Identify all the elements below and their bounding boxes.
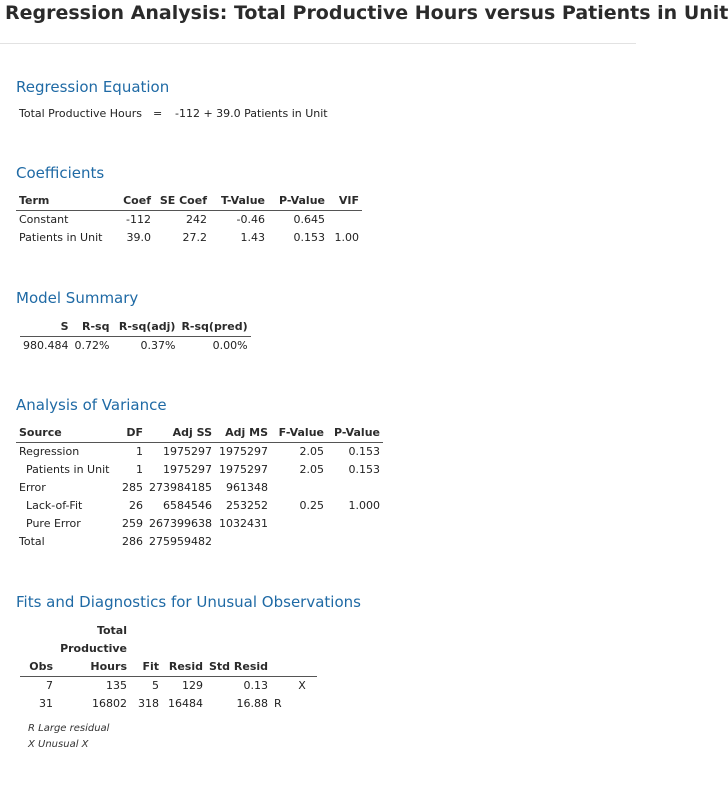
table-row — [16, 479, 383, 497]
cell — [215, 533, 271, 551]
title-divider — [0, 43, 636, 44]
cell: 135 — [106, 679, 127, 692]
cell: 27.2 — [182, 231, 207, 244]
col-p-value: P-Value — [268, 192, 328, 211]
cell: 0.153 — [348, 445, 380, 458]
table-row — [16, 443, 383, 462]
cell — [271, 515, 327, 533]
cell: 1.00 — [334, 231, 359, 244]
regression-equation-heading: Regression Equation — [16, 78, 170, 96]
table-header-row — [16, 424, 383, 443]
col-t-value: T-Value — [210, 192, 268, 211]
cell: 0.37% — [140, 339, 176, 352]
cell: 285 — [122, 481, 143, 494]
cell: 16802 — [92, 697, 127, 710]
cell: Regression — [19, 445, 80, 458]
cell: 1032431 — [219, 517, 268, 530]
anova-table — [16, 424, 383, 551]
table-row — [16, 515, 383, 533]
cell: -0.46 — [236, 213, 265, 226]
cell — [328, 211, 362, 230]
cell: -112 — [126, 213, 151, 226]
cell: 1.000 — [348, 499, 380, 512]
cell: 2.05 — [299, 445, 324, 458]
equation-response: Total Productive Hours — [19, 107, 143, 120]
cell: 0.72% — [74, 339, 110, 352]
col-resid: Resid — [162, 658, 206, 677]
cell: X — [298, 679, 306, 692]
cell: 5 — [152, 679, 159, 692]
table-row — [16, 533, 383, 551]
cell: 267399638 — [149, 517, 212, 530]
cell — [271, 479, 327, 497]
col-obs: Obs — [20, 658, 56, 677]
cell: 129 — [182, 679, 203, 692]
table-row — [20, 695, 317, 713]
table-row — [16, 461, 383, 479]
col-se-coef: SE Coef — [154, 192, 210, 211]
table-row — [20, 677, 317, 696]
cell: 26 — [129, 499, 143, 512]
cell: 1 — [136, 445, 143, 458]
cell: Pure Error — [26, 517, 81, 530]
col-hours: Hours — [56, 658, 130, 677]
cell: 1 — [136, 463, 143, 476]
cell — [271, 677, 287, 696]
cell: Constant — [19, 213, 69, 226]
cell: 275959482 — [149, 535, 212, 548]
cell: 0.153 — [293, 231, 325, 244]
col-vif: VIF — [328, 192, 362, 211]
cell: 6584546 — [163, 499, 212, 512]
cell: Patients in Unit — [26, 463, 110, 476]
col-coef: Coef — [114, 192, 154, 211]
cell: 242 — [186, 213, 207, 226]
cell: 980.484 — [23, 339, 69, 352]
cell: 2.05 — [299, 463, 324, 476]
table-row — [16, 229, 362, 247]
unusual-observations-table — [20, 622, 317, 713]
col-r-sq-adj: R-sq(adj) — [112, 318, 178, 337]
cell: Lack-of-Fit — [26, 499, 83, 512]
footnote-unusual-x: X Unusual X — [28, 739, 89, 750]
cell: 1975297 — [219, 445, 268, 458]
cell: 1975297 — [163, 445, 212, 458]
table-header-row — [20, 658, 317, 677]
cell: 16484 — [168, 697, 203, 710]
cell: 0.153 — [348, 463, 380, 476]
col-total: Total — [96, 624, 127, 637]
cell: 259 — [122, 517, 143, 530]
table-row — [16, 497, 383, 515]
col-df: DF — [116, 424, 146, 443]
cell: 961348 — [226, 481, 268, 494]
coefficients-heading: Coefficients — [16, 164, 105, 182]
table-header-row — [20, 640, 317, 658]
anova-heading: Analysis of Variance — [16, 396, 167, 414]
cell: R — [274, 697, 282, 710]
cell: Patients in Unit — [19, 231, 103, 244]
cell: 31 — [39, 697, 53, 710]
table-header-row — [20, 318, 251, 337]
cell: 1975297 — [219, 463, 268, 476]
col-adj-ss: Adj SS — [146, 424, 215, 443]
cell: Total — [19, 535, 45, 548]
col-adj-ms: Adj MS — [215, 424, 271, 443]
cell: 1975297 — [163, 463, 212, 476]
cell: 7 — [46, 679, 53, 692]
col-r-sq-pred: R-sq(pred) — [178, 318, 250, 337]
col-source: Source — [16, 424, 116, 443]
cell: 286 — [122, 535, 143, 548]
cell — [287, 695, 317, 713]
col-term: Term — [16, 192, 114, 211]
cell: 0.25 — [299, 499, 324, 512]
table-header-row — [16, 192, 362, 211]
cell: 318 — [138, 697, 159, 710]
table-header-row — [20, 622, 317, 640]
cell — [271, 533, 327, 551]
coefficients-table — [16, 192, 362, 247]
col-f-value: F-Value — [271, 424, 327, 443]
equation-formula: -112 + 39.0 Patients in Unit — [175, 107, 328, 120]
cell: 273984185 — [149, 481, 212, 494]
cell — [327, 515, 383, 533]
col-productive: Productive — [60, 642, 127, 655]
footnote-large-residual: R Large residual — [28, 723, 110, 734]
cell — [327, 479, 383, 497]
col-s: S — [20, 318, 72, 337]
col-fit: Fit — [130, 658, 162, 677]
col-r-sq: R-sq — [72, 318, 113, 337]
cell: 39.0 — [126, 231, 151, 244]
col-std-resid: Std Resid — [206, 658, 271, 677]
page-title: Regression Analysis: Total Productive Hours versus Patients in Unit — [5, 2, 728, 24]
model-summary-heading: Model Summary — [16, 289, 139, 307]
cell: 0.13 — [243, 679, 269, 692]
cell — [327, 533, 383, 551]
cell: Error — [19, 481, 46, 494]
table-row — [16, 211, 362, 230]
cell: 0.645 — [293, 213, 325, 226]
model-summary-table — [20, 318, 251, 355]
equation-equals: = — [153, 107, 163, 120]
cell: 16.88 — [236, 697, 269, 710]
table-row — [20, 337, 251, 356]
unusual-observations-heading: Fits and Diagnostics for Unusual Observations — [16, 593, 361, 611]
cell: 0.00% — [212, 339, 248, 352]
col-p-value: P-Value — [327, 424, 383, 443]
cell: 1.43 — [240, 231, 265, 244]
cell: 253252 — [226, 499, 268, 512]
